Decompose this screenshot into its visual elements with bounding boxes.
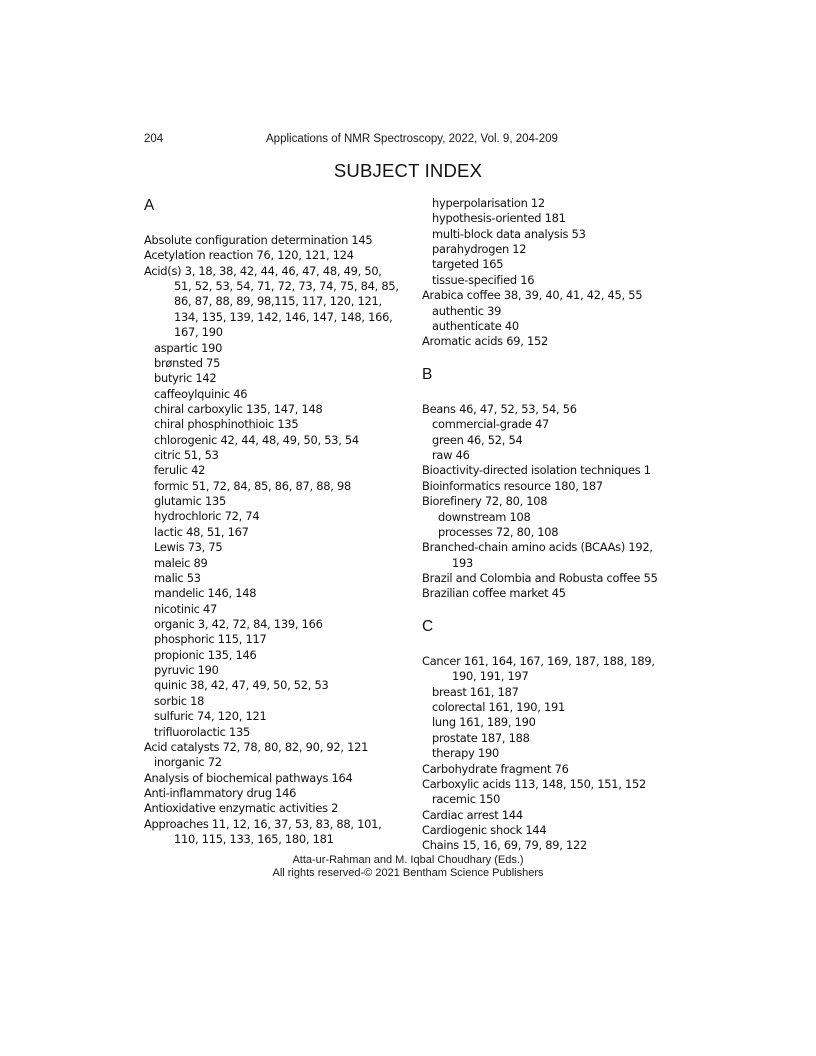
- index-entry: glutamic 135: [154, 494, 226, 509]
- index-entry: raw 46: [432, 448, 470, 463]
- index-entry: inorganic 72: [154, 755, 222, 770]
- index-entry: Acetylation reaction 76, 120, 121, 124: [144, 248, 354, 263]
- index-entry: tissue-specified 16: [432, 272, 535, 287]
- index-entry: chiral phosphinothioic 135: [154, 417, 299, 432]
- index-entry: Acid catalysts 72, 78, 80, 82, 90, 92, 121: [144, 739, 369, 754]
- index-entry: Antioxidative enzymatic activities 2: [144, 801, 339, 816]
- index-entry: nicotinic 47: [154, 601, 218, 616]
- index-column-left: [144, 233, 414, 847]
- index-entry: Arabica coffee 38, 39, 40, 41, 42, 45, 55: [422, 288, 643, 303]
- index-entry: downstream 108: [438, 509, 531, 524]
- index-entry: Brazil and Colombia and Robusta coffee 55: [422, 570, 658, 585]
- index-entry: organic 3, 42, 72, 84, 139, 166: [154, 616, 323, 631]
- index-entry: chlorogenic 42, 44, 48, 49, 50, 53, 54: [154, 432, 359, 447]
- index-entry: brønsted 75: [154, 355, 221, 370]
- page-title: SUBJECT INDEX: [333, 160, 483, 181]
- index-entry: Analysis of biochemical pathways 164: [144, 770, 353, 785]
- index-entry: 193: [452, 555, 473, 570]
- index-entry: parahydrogen 12: [432, 242, 527, 257]
- index-entry: Absolute configuration determination 145: [144, 233, 373, 247]
- index-entry: 86, 87, 88, 89, 98,115, 117, 120, 121,: [174, 294, 382, 309]
- index-entry: Lewis 73, 75: [154, 540, 223, 555]
- footer-editors: Atta-ur-Rahman and M. Iqbal Choudhary (Eds.): [292, 854, 524, 866]
- index-entry: Acid(s) 3, 18, 38, 42, 44, 46, 47, 48, 49, 50,: [144, 263, 382, 278]
- index-entry: Brazilian coffee market 45: [422, 586, 566, 601]
- index-entry: quinic 38, 42, 47, 49, 50, 52, 53: [154, 678, 329, 693]
- index-entry: pyruvic 190: [154, 663, 219, 678]
- index-entry: Approaches 11, 12, 16, 37, 53, 83, 88, 101,: [144, 816, 382, 831]
- index-entry: 110, 115, 133, 165, 180, 181: [174, 832, 334, 847]
- index-entry: authentic 39: [432, 303, 502, 318]
- index-entry: Bioinformatics resource 180, 187: [422, 478, 603, 493]
- index-entry: Aromatic acids 69, 152: [422, 334, 548, 349]
- index-entry: Carbohydrate fragment 76: [422, 761, 569, 776]
- index-entry: breast 161, 187: [432, 684, 519, 699]
- index-entry: Cardiac arrest 144: [422, 807, 523, 822]
- running-header: Applications of NMR Spectroscopy, 2022, Vol. 9, 204-209: [266, 133, 558, 145]
- index-entry: malic 53: [154, 570, 201, 585]
- index-entry: sulfuric 74, 120, 121: [154, 709, 267, 724]
- index-entry: Bioactivity-directed isolation techniques 1: [422, 463, 651, 478]
- index-entry: hydrochloric 72, 74: [154, 509, 260, 524]
- index-entry: prostate 187, 188: [432, 730, 530, 745]
- index-entry: butyric 142: [154, 371, 217, 386]
- index-entry: Carboxylic acids 113, 148, 150, 151, 152: [422, 776, 647, 791]
- section-letter-c: C: [422, 618, 434, 635]
- index-section-b: [422, 402, 692, 602]
- index-entry: processes 72, 80, 108: [438, 524, 559, 539]
- index-entry: mandelic 146, 148: [154, 586, 257, 601]
- index-entry: Chains 15, 16, 69, 79, 89, 122: [422, 838, 588, 853]
- index-entry: Biorefinery 72, 80, 108: [422, 494, 548, 509]
- index-entry: hypothesis-oriented 181: [432, 211, 566, 226]
- index-entry: 134, 135, 139, 142, 146, 147, 148, 166,: [174, 309, 393, 324]
- index-entry: 167, 190: [174, 325, 223, 340]
- index-column-right-top: [422, 196, 692, 350]
- index-entry: multi-block data analysis 53: [432, 226, 586, 241]
- index-entry: caffeoylquinic 46: [154, 386, 248, 401]
- index-entry: citric 51, 53: [154, 448, 219, 463]
- index-entry: racemic 150: [432, 792, 501, 807]
- index-entry: authenticate 40: [432, 318, 519, 333]
- index-section-c: [422, 654, 692, 854]
- index-entry: sorbic 18: [154, 693, 205, 708]
- index-entry: commercial-grade 47: [432, 417, 550, 432]
- index-entry: Cardiogenic shock 144: [422, 822, 547, 837]
- index-entry: lung 161, 189, 190: [432, 715, 536, 730]
- page-number: 204: [144, 133, 164, 145]
- index-entry: aspartic 190: [154, 340, 223, 355]
- index-entry: maleic 89: [154, 555, 208, 570]
- index-entry: formic 51, 72, 84, 85, 86, 87, 88, 98: [154, 478, 351, 493]
- index-entry: phosphoric 115, 117: [154, 632, 267, 647]
- index-entry: trifluorolactic 135: [154, 724, 250, 739]
- index-entry: ferulic 42: [154, 463, 206, 478]
- section-letter-b: B: [422, 366, 433, 383]
- index-entry: colorectal 161, 190, 191: [432, 700, 566, 715]
- index-entry: hyperpolarisation 12: [432, 196, 545, 210]
- index-entry: Anti-inflammatory drug 146: [144, 785, 297, 800]
- index-entry: therapy 190: [432, 746, 499, 761]
- index-entry: 190, 191, 197: [452, 669, 529, 684]
- index-entry: lactic 48, 51, 167: [154, 524, 249, 539]
- index-entry: Cancer 161, 164, 167, 169, 187, 188, 189,: [422, 654, 655, 668]
- footer-rights: All rights reserved-© 2021 Bentham Science Publishers: [272, 867, 544, 879]
- section-letter-a: A: [144, 197, 155, 214]
- index-entry: propionic 135, 146: [154, 647, 257, 662]
- index-entry: green 46, 52, 54: [432, 432, 523, 447]
- index-entry: 51, 52, 53, 54, 71, 72, 73, 74, 75, 84, 85,: [174, 279, 399, 294]
- index-entry: targeted 165: [432, 257, 504, 272]
- index-entry: chiral carboxylic 135, 147, 148: [154, 401, 323, 416]
- index-entry: Branched-chain amino acids (BCAAs) 192,: [422, 540, 653, 555]
- index-entry: Beans 46, 47, 52, 53, 54, 56: [422, 402, 577, 416]
